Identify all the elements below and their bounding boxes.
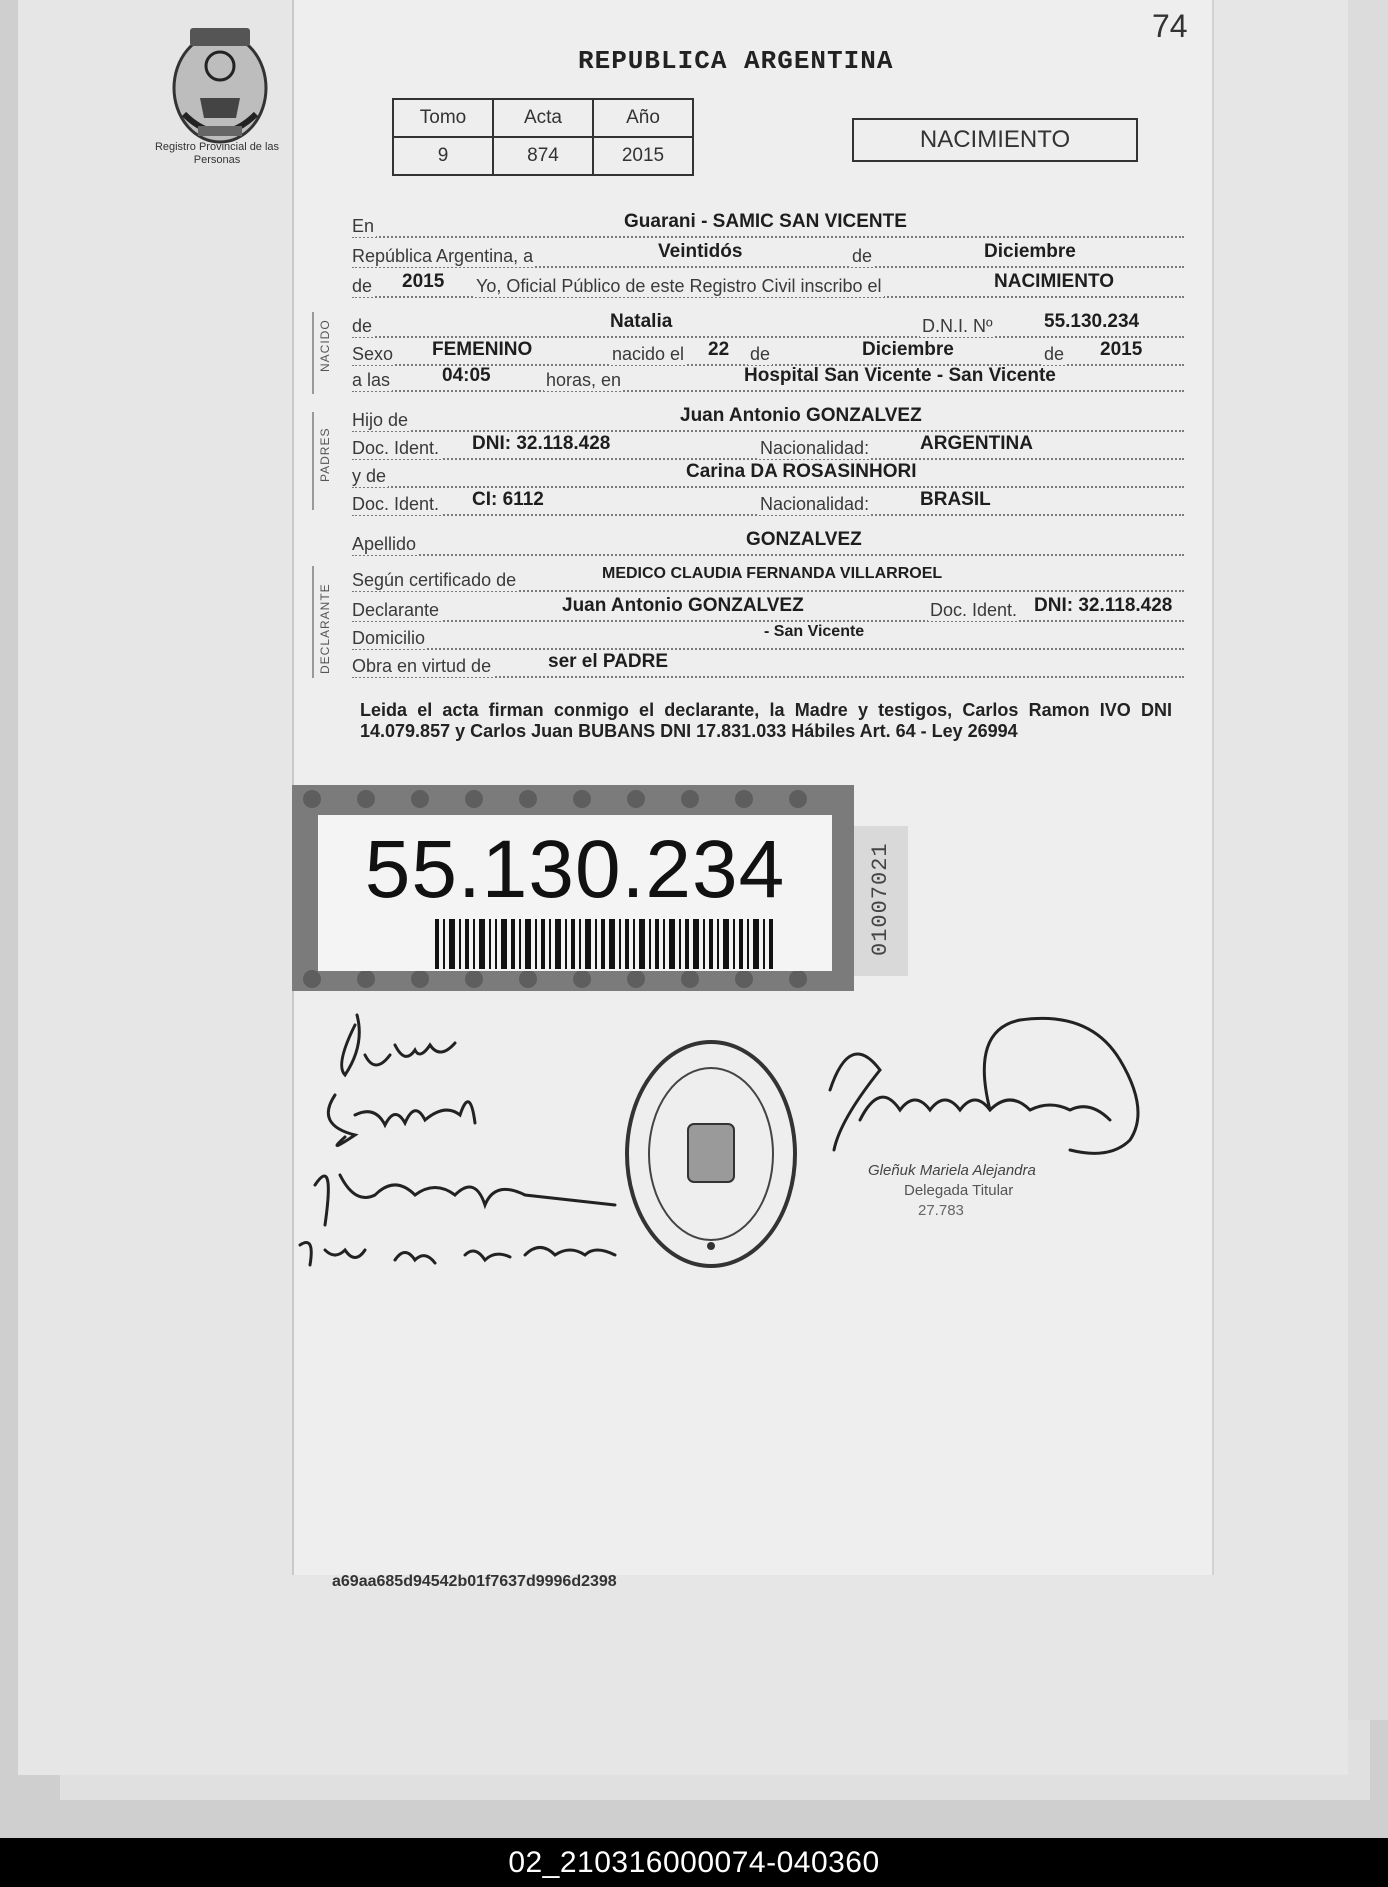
field-row-domicilio	[352, 623, 1184, 654]
value-apellido: GONZALVEZ	[746, 529, 862, 550]
label-cert: Según certificado de	[352, 570, 517, 590]
value-birth-month: Diciembre	[862, 339, 954, 360]
value-declarante: Juan Antonio GONZALVEZ	[562, 595, 804, 616]
label-oficial: Yo, Oficial Público de este Registro Civil inscribo el	[476, 276, 882, 296]
section-label-declarante: DECLARANTE	[318, 583, 332, 674]
section-divider-declarante	[312, 566, 314, 678]
value-father-name: Juan Antonio GONZALVEZ	[680, 405, 922, 426]
dni-sticker	[292, 785, 854, 991]
field-row-cert	[352, 565, 1184, 596]
label-de-name: de	[352, 316, 373, 336]
section-label-nacido: NACIDO	[318, 319, 332, 372]
sticker-serial	[854, 826, 908, 976]
label-doc-father: Doc. Ident.	[352, 438, 440, 458]
field-row-apellido	[352, 529, 1184, 560]
handwritten-signatures	[295, 1005, 655, 1285]
sticker-inner	[318, 815, 832, 971]
value-birth-place: Hospital San Vicente - San Vicente	[744, 365, 1056, 386]
label-de-birth-year: de	[1044, 344, 1065, 364]
field-row-mother-doc	[352, 489, 1184, 520]
folio-number: 74	[1152, 8, 1188, 44]
label-nacido: nacido el	[612, 344, 685, 364]
section-label-padres: PADRES	[318, 427, 332, 482]
label-declarante: Declarante	[352, 600, 440, 620]
official-number: 27.783	[918, 1202, 964, 1219]
value-mother-name: Carina DA ROSASINHORI	[686, 461, 917, 482]
sticker-dni-number: 55.130.234	[364, 824, 786, 915]
value-father-nationality: ARGENTINA	[920, 433, 1033, 454]
document-type-box: NACIMIENTO	[852, 118, 1138, 162]
official-seal-icon	[622, 1036, 800, 1272]
label-sexo: Sexo	[352, 344, 394, 364]
value-obra: ser el PADRE	[548, 651, 669, 672]
value-father-doc: DNI: 32.118.428	[472, 433, 611, 454]
closing-statement: Leida el acta firman conmigo el declarante, la Madre y testigos, Carlos Ramon IVO DNI 14.079.857 y Carlos Juan BUBANS DNI 17.831.033 Hábiles Art. 64 - Ley 26994	[360, 700, 1172, 741]
label-horas: horas, en	[546, 370, 622, 390]
value-birth-year: 2015	[1100, 339, 1143, 360]
value-declarante-doc: DNI: 32.118.428	[1034, 595, 1173, 616]
registry-table	[392, 98, 694, 176]
official-role: Delegada Titular	[904, 1182, 1014, 1199]
field-row-en	[352, 211, 1184, 242]
label-nac-father: Nacionalidad:	[760, 438, 870, 458]
label-hijo: Hijo de	[352, 410, 409, 430]
value-mother-doc: CI: 6112	[472, 489, 544, 510]
label-doc-declarante: Doc. Ident.	[930, 600, 1018, 620]
value-year: 2015	[402, 271, 445, 292]
field-row-time	[352, 365, 1184, 396]
sticker-serial-code: 01007021	[868, 842, 893, 956]
document-hash: a69aa685d94542b01f7637d9996d2398	[332, 1573, 617, 1590]
registry-header-acta: Acta	[493, 99, 593, 137]
label-de-year: de	[352, 276, 373, 296]
document-title: REPUBLICA ARGENTINA	[578, 46, 894, 76]
official-name: Gleñuk Mariela Alejandra	[868, 1162, 1036, 1179]
field-row-obra	[352, 651, 1184, 682]
section-divider-padres	[312, 412, 314, 510]
registry-logo-text: Registro Provincial de las Personas	[154, 141, 280, 166]
field-row-date	[352, 241, 1184, 272]
value-sexo: FEMENINO	[432, 339, 533, 360]
registry-header-ano: Año	[593, 99, 693, 137]
label-dni: D.N.I. Nº	[922, 316, 993, 336]
value-day-words: Veintidós	[658, 241, 743, 262]
value-mother-nationality: BRASIL	[920, 489, 991, 510]
value-cert: MEDICO CLAUDIA FERNANDA VILLARROEL	[602, 565, 943, 582]
label-doc-mother: Doc. Ident.	[352, 494, 440, 514]
section-divider-nacido	[312, 312, 314, 394]
value-place-registry: Guarani - SAMIC SAN VICENTE	[624, 211, 907, 232]
value-child-dni: 55.130.234	[1044, 311, 1140, 332]
registry-value-acta: 874	[493, 137, 593, 175]
label-apellido: Apellido	[352, 534, 417, 554]
barcode-icon	[435, 919, 775, 969]
registry-value-ano: 2015	[593, 137, 693, 175]
value-time: 04:05	[442, 365, 491, 386]
value-inscribe: NACIMIENTO	[994, 271, 1114, 292]
label-alas: a las	[352, 370, 391, 390]
label-de-birth: de	[750, 344, 771, 364]
label-nac-mother: Nacionalidad:	[760, 494, 870, 514]
label-de: de	[852, 246, 873, 266]
value-birth-day: 22	[708, 339, 730, 360]
field-row-year	[352, 271, 1184, 302]
value-month: Diciembre	[984, 241, 1076, 262]
registry-header-tomo: Tomo	[393, 99, 493, 137]
label-domicilio: Domicilio	[352, 628, 426, 648]
registry-value-tomo: 9	[393, 137, 493, 175]
label-republica: República Argentina, a	[352, 246, 534, 266]
scan-footer-id: 02_210316000074-040360	[0, 1838, 1388, 1887]
value-child-name: Natalia	[610, 311, 673, 332]
official-signature	[820, 1010, 1160, 1180]
label-yde: y de	[352, 466, 387, 486]
label-obra: Obra en virtud de	[352, 656, 492, 676]
label-en: En	[352, 216, 375, 236]
value-domicilio: - San Vicente	[764, 623, 865, 640]
